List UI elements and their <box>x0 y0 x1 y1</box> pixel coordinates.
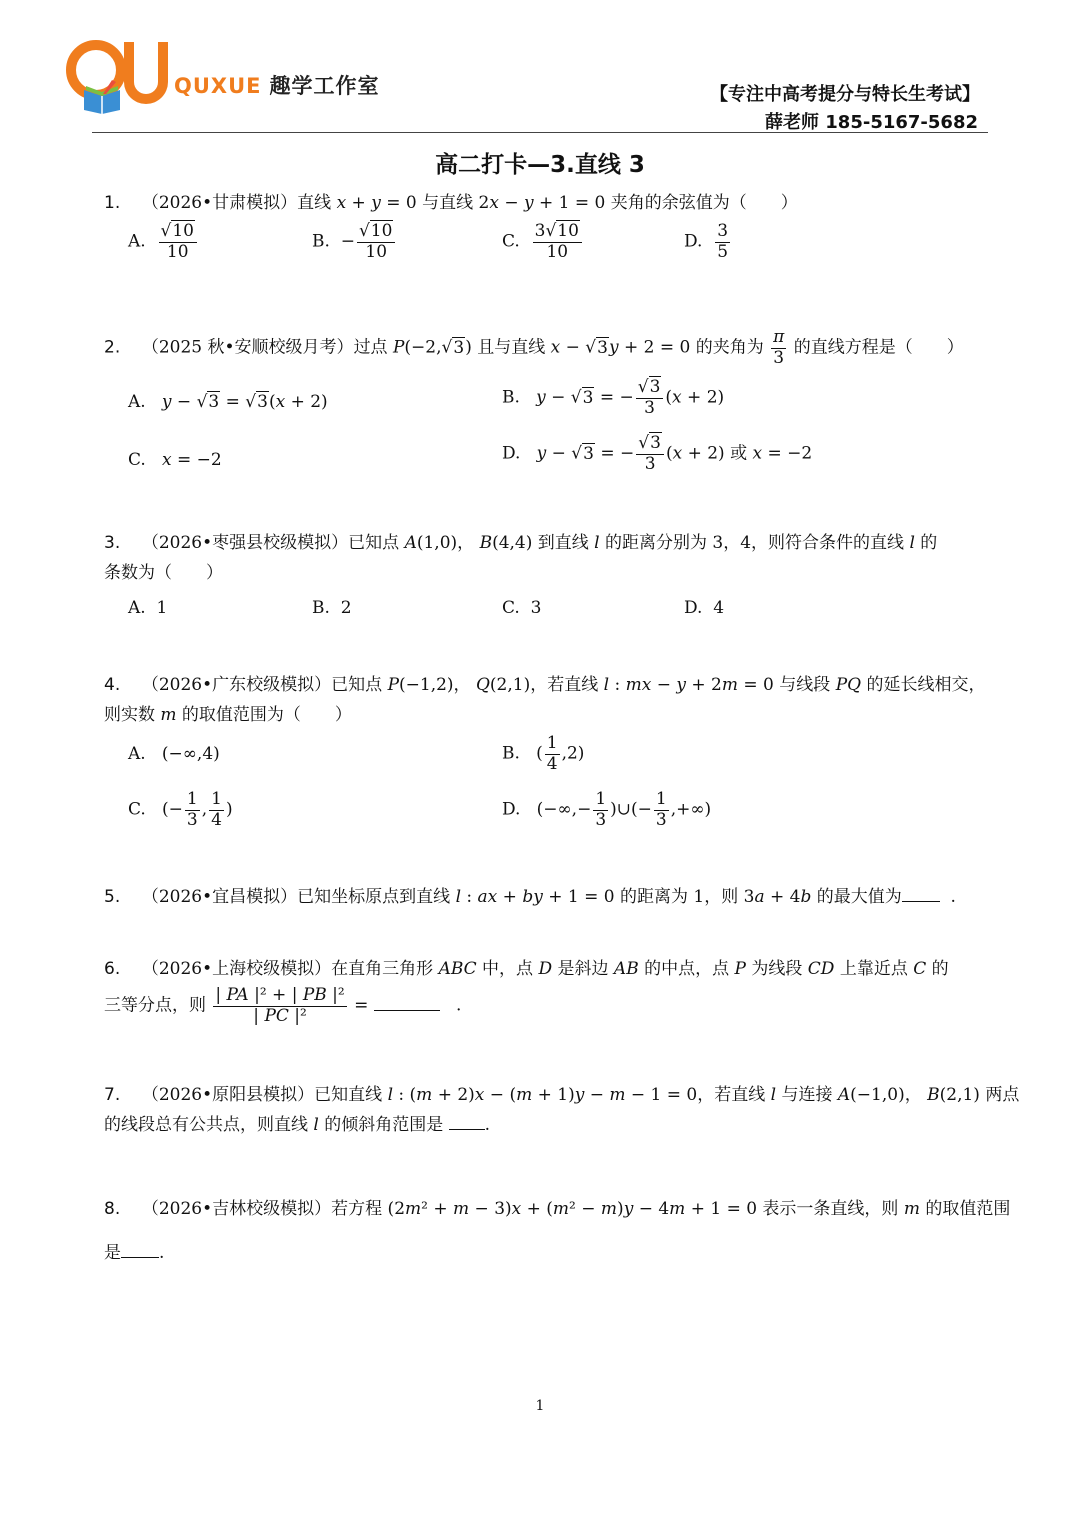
logo <box>66 40 386 130</box>
question-8: 8. （2026•吉林校级模拟）若方程 (2m² + m − 3)x + (m² − m)y − 4m + 1 = 0 表示一条直线，则 m 的取值范围 <box>104 1199 1011 1219</box>
question-number: 5. <box>104 887 121 907</box>
question-2: 2. （2025 秋•安顺校级月考）过点 P(−2,√3) 且与直线 x − √3y + 2 = 0 的夹角为 $\frac{\pi}{3}$ 的直线方程是（ ） <box>104 327 964 368</box>
question-6: 6. （2026•上海校级模拟）在直角三角形 ABC 中，点 D 是斜边 AB 的中点，点 P 为线段 CD 上靠近点 C 的 <box>104 959 949 979</box>
page-title: 高二打卡—3.直线 3 <box>435 152 645 178</box>
option-3a: A. 1 <box>128 598 168 618</box>
question-6-cont: 三等分点，则 $\frac{\text{| PA |² + | PB |²}}{\text{| PC |²}}$ = . <box>104 985 462 1026</box>
question-source: （2026•上海校级模拟） <box>141 959 332 979</box>
option-4a: A. (−∞,4) <box>128 744 220 764</box>
question-number: 7. <box>104 1085 121 1105</box>
tagline: 【专注中高考提分与特长生考试】 <box>710 84 980 105</box>
option-3c: C. 3 <box>502 598 542 618</box>
answer-blank[interactable] <box>902 885 940 902</box>
question-number: 1. <box>104 193 121 213</box>
question-7: 7. （2026•原阳县模拟）已知直线 l : (m + 2)x − (m + 1)y − m − 1 = 0，若直线 l 与连接 A(−1,0)， B(2,1) 两点 的线段总有公共点，则直线 l 的倾斜角范围是 . <box>104 1085 1020 1135</box>
question-source: （2026•原阳县模拟） <box>141 1085 315 1105</box>
answer-blank[interactable] <box>449 1113 485 1130</box>
question-number: 3. <box>104 533 121 553</box>
question-source: （2026•枣强县校级模拟） <box>141 533 349 553</box>
question-3: 3. （2026•枣强县校级模拟）已知点 A(1,0)， B(4,4) 到直线 l 的距离分别为 3，4，则符合条件的直线 l 的 条数为（ ） <box>104 533 938 583</box>
question-1: 1. （2026•甘肃模拟）直线 x + y = 0 与直线 2x − y + 1 = 0 夹角的余弦值为（ ） <box>104 193 798 213</box>
question-source: （2026•甘肃模拟） <box>141 193 298 213</box>
question-number: 4. <box>104 675 121 695</box>
option-1d: D. $\frac{3}{5}$ <box>684 221 729 262</box>
question-number: 2. <box>104 337 121 358</box>
question-4: 4. （2026•广东校级模拟）已知点 P(−1,2)， Q(2,1)，若直线 l : mx − y + 2m = 0 与线段 PQ 的延长线相交， 则实数 m 的取值范围为（ ） <box>104 675 986 725</box>
option-4c: C. (− $\frac{1}{3}$ , $\frac{1}{4}$ ) <box>128 789 233 830</box>
option-2a: A. y − √3 = √3(x + 2) <box>128 392 328 412</box>
question-5: 5. （2026•宜昌模拟）已知坐标原点到直线 l : ax + by + 1 = 0 的距离为 1，则 3a + 4b 的最大值为 . <box>104 887 956 907</box>
book-icon <box>82 80 122 114</box>
question-source: （2026•广东校级模拟） <box>141 675 332 695</box>
answer-blank[interactable] <box>374 994 440 1011</box>
question-source: （2026•吉林校级模拟） <box>141 1199 332 1219</box>
header-divider <box>92 132 988 133</box>
option-4b: B. ( $\frac{1}{4}$ ,2) <box>502 733 585 774</box>
answer-blank[interactable] <box>121 1241 159 1258</box>
question-source: （2025 秋•安顺校级月考） <box>141 337 354 358</box>
option-1b: B. − $\frac{√10}{10}$ <box>312 222 397 262</box>
logo-u-shape <box>124 42 168 104</box>
question-source: （2026•宜昌模拟） <box>141 887 298 907</box>
option-3d: D. 4 <box>684 598 725 618</box>
page-number: 1 <box>535 1398 545 1414</box>
option-3b: B. 2 <box>312 598 352 618</box>
question-number: 6. <box>104 959 121 979</box>
brand-name <box>174 70 380 100</box>
option-2b: B. y − √3 = − $\frac{√3}{3}$ (x + 2) <box>502 377 725 418</box>
option-1c: C. $\frac{3√10}{10}$ <box>502 222 584 262</box>
brand-cn: 趣学工作室 <box>269 74 380 98</box>
option-2c: C. x = −2 <box>128 450 222 470</box>
contact-info: 薛老师 185-5167-5682 <box>765 112 978 133</box>
option-4d: D. (−∞,− $\frac{1}{3}$ )∪(− $\frac{1}{3}$ ,+∞) <box>502 789 712 830</box>
question-number: 8. <box>104 1199 121 1219</box>
option-1a: A. $\frac{√10}{10}$ <box>128 222 199 262</box>
question-8-cont: 是 . <box>104 1243 165 1263</box>
option-2d: D. y − √3 = − $\frac{√3}{3}$ (x + 2) 或 x = −2 <box>502 433 813 474</box>
brand-en: QUXUE <box>174 74 262 98</box>
